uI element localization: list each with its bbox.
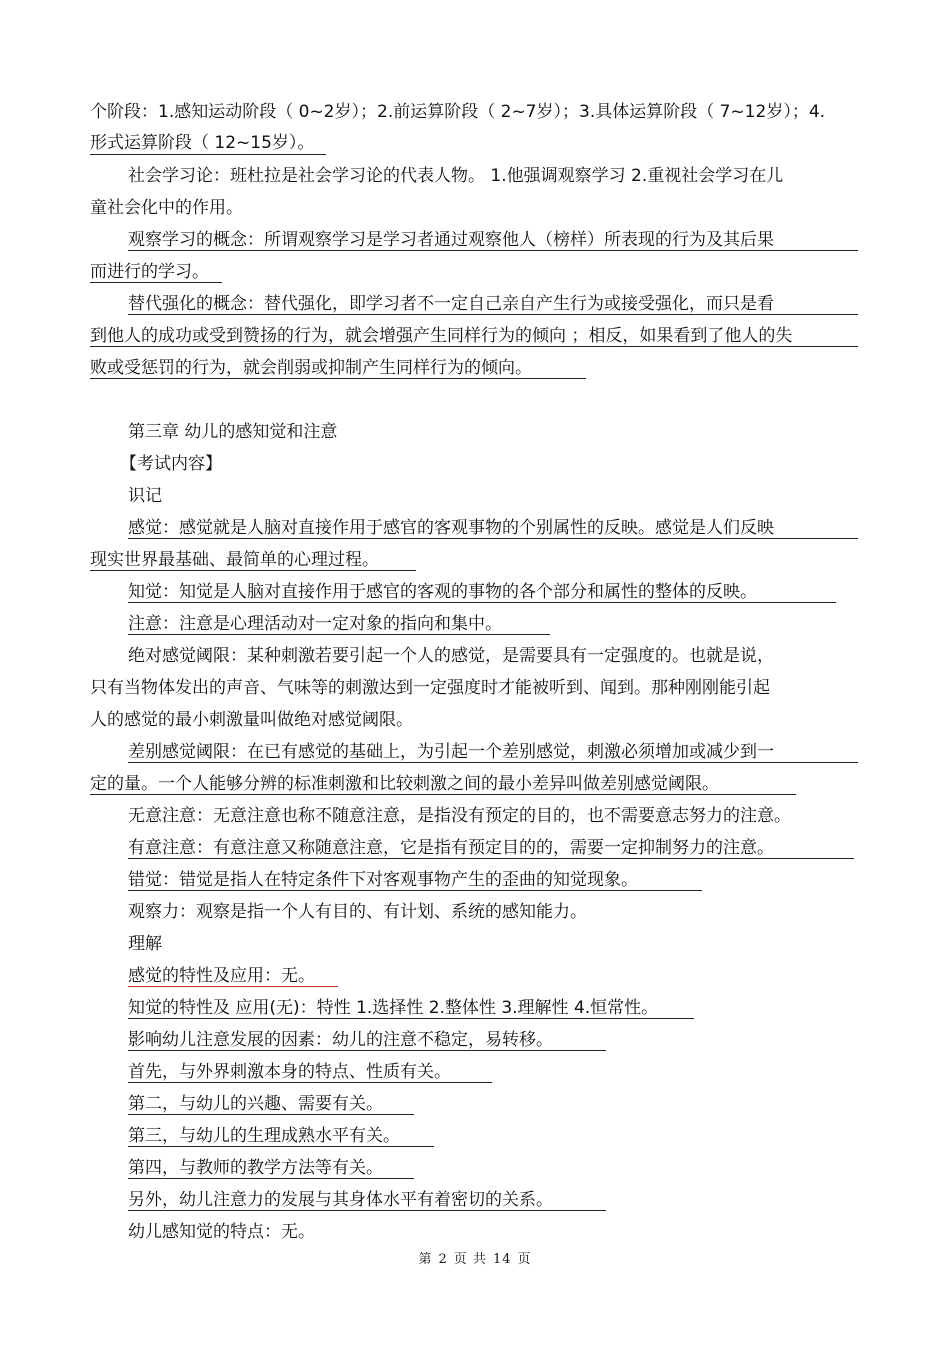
footer-page-number: 2	[438, 1252, 448, 1267]
page-footer	[0, 1248, 950, 1267]
underline	[128, 858, 854, 859]
underline	[90, 282, 222, 283]
underline	[90, 378, 586, 379]
text-line: 第四，与教师的教学方法等有关。	[128, 1158, 383, 1178]
text-line: 败或受惩罚的行为，就会削弱或抑制产生同样行为的倾向。	[90, 358, 532, 378]
text-line: 第二，与幼儿的兴趣、需要有关。	[128, 1094, 383, 1114]
underline	[90, 570, 416, 571]
footer-suffix: 页	[517, 1252, 532, 1267]
text-line: 知觉：知觉是人脑对直接作用于感官的客观的事物的各个部分和属性的整体的反映。	[128, 582, 757, 602]
text-line: 另外，幼儿注意力的发展与其身体水平有着密切的关系。	[128, 1190, 553, 1210]
chapter-title: 第三章 幼儿的感知觉和注意	[128, 422, 338, 442]
text-line: 个阶段：1.感知运动阶段（ 0~2岁）；2.前运算阶段（ 2~7岁）；3.具体运算阶段（ 7~12岁）；4.	[90, 102, 826, 122]
footer-total-pages: 14	[492, 1252, 512, 1267]
text-line: 形式运算阶段（ 12~15岁）。	[90, 133, 315, 153]
underline	[128, 314, 858, 315]
text-line: 第三，与幼儿的生理成熟水平有关。	[128, 1126, 400, 1146]
text-line: 社会学习论：班杜拉是社会学习论的代表人物。 1.他强调观察学习 2.重视社会学习在儿	[128, 166, 784, 186]
text-line: 观察力：观察是指一个人有目的、有计划、系统的感知能力。	[128, 902, 587, 922]
subsection-heading: 识记	[128, 486, 162, 506]
underline	[128, 1210, 606, 1211]
underline	[128, 1178, 414, 1179]
underline	[128, 602, 836, 603]
text-line: 替代强化的概念：替代强化，即学习者不一定自己亲自产生行为或接受强化，而只是看	[128, 294, 774, 314]
text-line: 到他人的成功或受到赞扬的行为，就会增强产生同样行为的倾向 ；相反，如果看到了他人的失	[90, 326, 793, 346]
text-line: 幼儿感知觉的特点：无。	[128, 1222, 315, 1242]
underline	[90, 154, 326, 155]
text-line: 有意注意：有意注意又称随意注意，它是指有预定目的的，需要一定抑制努力的注意。	[128, 838, 774, 858]
underline	[128, 762, 858, 763]
underline	[128, 1146, 434, 1147]
underline	[128, 1050, 606, 1051]
underline	[128, 1082, 492, 1083]
text-line: 无意注意：无意注意也称不随意注意，是指没有预定的目的，也不需要意志努力的注意。	[128, 806, 791, 826]
underline	[128, 250, 858, 251]
underline	[128, 890, 702, 891]
subsection-heading: 理解	[128, 934, 162, 954]
section-heading: 【考试内容】	[120, 454, 222, 474]
underline	[128, 1018, 694, 1019]
text-line: 定的量。一个人能够分辨的标准刺激和比较刺激之间的最小差异叫做差别感觉阈限。	[90, 774, 719, 794]
text-line: 错觉：错觉是指人在特定条件下对客观事物产生的歪曲的知觉现象。	[128, 870, 638, 890]
text-line: 只有当物体发出的声音、气味等的刺激达到一定强度时才能被听到、闻到。那种刚刚能引起	[90, 678, 770, 698]
text-line: 现实世界最基础、最简单的心理过程。	[90, 550, 379, 570]
text-line: 首先，与外界刺激本身的特点、性质有关。	[128, 1062, 451, 1082]
underline	[128, 1114, 414, 1115]
underline	[128, 538, 858, 539]
footer-prefix: 第	[418, 1252, 433, 1267]
text-line: 感觉：感觉就是人脑对直接作用于感官的客观事物的个别属性的反映。感觉是人们反映	[128, 518, 774, 538]
text-line: 人的感觉的最小刺激量叫做绝对感觉阈限。	[90, 710, 413, 730]
underline	[128, 634, 550, 635]
underline	[90, 346, 858, 347]
text-line: 感觉的特性及应用：无。	[128, 966, 315, 986]
text-line: 差别感觉阈限：在已有感觉的基础上，为引起一个差别感觉，刺激必须增加或减少到一	[128, 742, 774, 762]
text-line: 观察学习的概念：所谓观察学习是学习者通过观察他人（榜样）所表现的行为及其后果	[128, 230, 774, 250]
text-line: 绝对感觉阈限：某种刺激若要引起一个人的感觉，是需要具有一定强度的。也就是说，	[128, 646, 774, 666]
text-line: 知觉的特性及 应用(无)：特性 1.选择性 2.整体性 3.理解性 4.恒常性。	[128, 998, 659, 1018]
underline	[90, 794, 796, 795]
footer-middle: 页 共	[453, 1252, 487, 1267]
text-line: 影响幼儿注意发展的因素：幼儿的注意不稳定，易转移。	[128, 1030, 553, 1050]
text-line: 童社会化中的作用。	[90, 198, 243, 218]
underline	[128, 986, 338, 987]
text-line: 而进行的学习。	[90, 262, 209, 282]
text-line: 注意：注意是心理活动对一定对象的指向和集中。	[128, 614, 502, 634]
